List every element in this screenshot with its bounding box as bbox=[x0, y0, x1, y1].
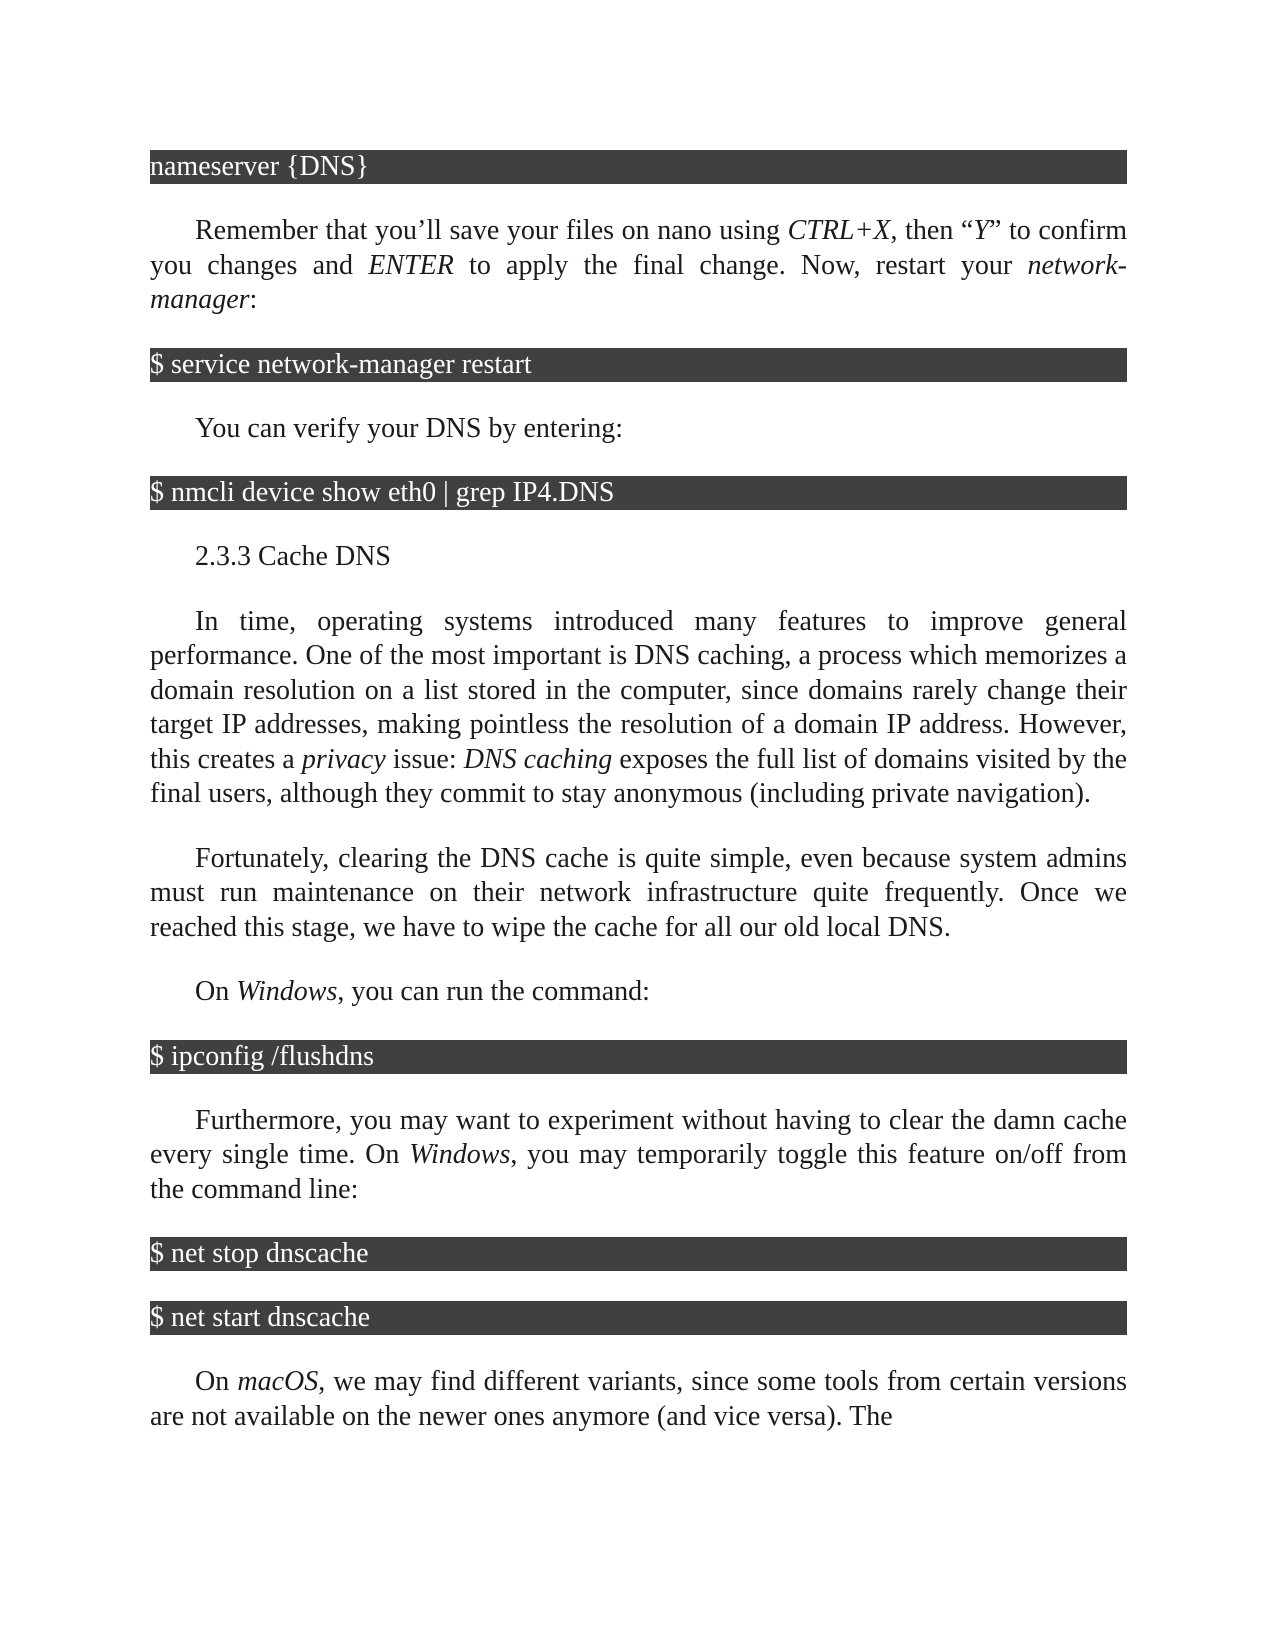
paragraph-toggle: Furthermore, you may want to experiment without having to clear the damn cache every single time. On Windows, you may temporarily toggle this feature on/off from the command line: bbox=[150, 1104, 1127, 1205]
paragraph-windows-command: On Windows, you can run the command: bbox=[195, 976, 650, 1007]
paragraph-macos: On macOS, we may find different variants, since some tools from certain versions are not available on the newer ones anymore (and vice versa). The bbox=[150, 1366, 1127, 1432]
document-page bbox=[150, 150, 1127, 1464]
code-block-nmcli: $ nmcli device show eth0 | grep IP4.DNS bbox=[150, 476, 1127, 510]
code-block-flushdns: $ ipconfig /flushdns bbox=[150, 1040, 1127, 1074]
paragraph-verify: You can verify your DNS by entering: bbox=[195, 412, 623, 444]
paragraph-caching: In time, operating systems introduced many features to improve general performance. One of the most important is DNS caching, a process which memorizes a domain resolution on a list stored in the computer, since domains rarely change their target IP addresses, making pointless the resolution of a domain IP address. However, this creates a privacy issue: DNS caching exposes the full list of domains visited by the final users, although they commit to stay anonymous (including private navigation). bbox=[150, 605, 1127, 809]
code-block-net-start: $ net start dnscache bbox=[150, 1301, 1127, 1335]
code-block-nameserver: nameserver {DNS} bbox=[150, 150, 1127, 184]
code-block-restart: $ service network-manager restart bbox=[150, 348, 1127, 382]
paragraph-nano-instructions: Remember that you’ll save your files on nano using CTRL+X, then “Y” to confirm you changes and ENTER to apply the final change. Now, restart your network-manager: bbox=[150, 215, 1127, 315]
section-heading-cache-dns: 2.3.3 Cache DNS bbox=[195, 541, 391, 572]
paragraph-clearing: Fortunately, clearing the DNS cache is quite simple, even because system admins must run maintenance on their network infrastructure quite frequently. Once we reached this stage, we have to wipe the cache for all our old local DNS. bbox=[150, 842, 1127, 943]
code-block-net-stop: $ net stop dnscache bbox=[150, 1237, 1127, 1271]
